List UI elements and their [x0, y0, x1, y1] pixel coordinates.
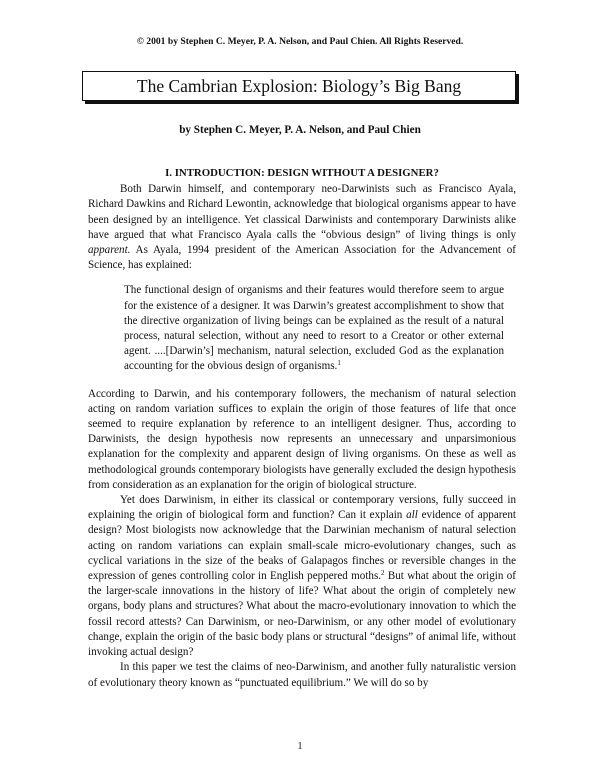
- author-line: by Stephen C. Meyer, P. A. Nelson, and Paul Chien: [179, 124, 421, 136]
- block-quote: [124, 283, 504, 374]
- page-number: 1: [297, 741, 303, 752]
- footnote-marker-1[interactable]: 1: [337, 359, 341, 368]
- paragraph-3: [88, 493, 516, 660]
- footnote-marker-2[interactable]: 2: [381, 569, 385, 578]
- title-box: [82, 71, 516, 101]
- body-text: [88, 166, 516, 691]
- paragraph-2: According to Darwin, and his contemporary followers, the mechanism of natural selection acting on random variation suffices to explain the origin of those features of life that once seemed to require explanation by reference to an intelligent designer. Thus, according to Darwinists, the design hypothesis now represents an unnecessary and unparsimonious explanation for the complexity and apparent design of living organisms. On these as well as methodological grounds contemporary biologists have generally excluded the design hypothesis from consideration as an explanation for the origin of biological structure.: [88, 387, 516, 491]
- paragraph-1-text: Both Darwin himself, and contemporary neo-Darwinists such as Francisco Ayala, Richard Dawkins and Richard Lewontin, acknowledge that biological organisms appear to have been designed by an intelligence. Yet classical Darwinists and contemporary Darwinists alike have argued that what Francisco Ayala calls the “obvious design” of living things is only: [88, 183, 516, 241]
- copyright-notice: © 2001 by Stephen C. Meyer, P. A. Nelson, and Paul Chien. All Rights Reserved.: [136, 36, 464, 47]
- paragraph-3-text-mid: evidence of apparent design? Most biologists now acknowledge that the Darwinian mechanism of natural selection acting on random variations can explain small-scale micro-evolutionary changes, such as cyclical variations in the size of the beaks of Galapagos finches or reversible changes in the expression of genes controlling color in English peppered moths.: [88, 509, 516, 583]
- quote-text: The functional design of organisms and their features would therefore seem to argue for the existence of a designer. It was Darwin’s greatest accomplishment to show that the directive organization of living beings can be explained as the result of a natural process, natural selection, without any need to resort to a Creator or other external agent. ....[Darwin’s] mechanism, natural selection, excluded God as the explanation accounting for the obvious design of organisms.: [124, 284, 504, 373]
- section-heading: I. INTRODUCTION: DESIGN WITHOUT A DESIGNER?: [165, 167, 439, 179]
- block-quote-text: [124, 283, 504, 374]
- paper-title: The Cambrian Explosion: Biology’s Big Bang: [136, 76, 462, 96]
- paragraph-4: In this paper we test the claims of neo-Darwinism, and another fully naturalistic version of evolutionary theory known as “punctuated equilibrium.” We will do so by: [88, 661, 516, 689]
- paragraph-1-text-end: As Ayala, 1994 president of the American Association for the Advancement of Science, has explained:: [88, 244, 516, 272]
- paragraph-3-text-end: But what about the origin of the larger-scale innovations in the history of life? What about the origin of completely new organs, body plans and structures? What about the macro-evolutionary innovation to which the fossil record attests? Can Darwinism, or neo-Darwinism, or any other model of evolutionary change, explain the origin of the basic body plans or structural “designs” of animal life, without invoking actual design?: [88, 570, 516, 659]
- paragraph-1-emphasis: apparent.: [88, 244, 131, 257]
- paragraph-3-text: Yet does Darwinism, in either its classical or contemporary versions, fully succeed in explaining the origin of biological form and function? Can it explain: [88, 494, 516, 522]
- paragraph-1: [88, 182, 516, 273]
- paragraph-3-emphasis: all: [406, 509, 418, 522]
